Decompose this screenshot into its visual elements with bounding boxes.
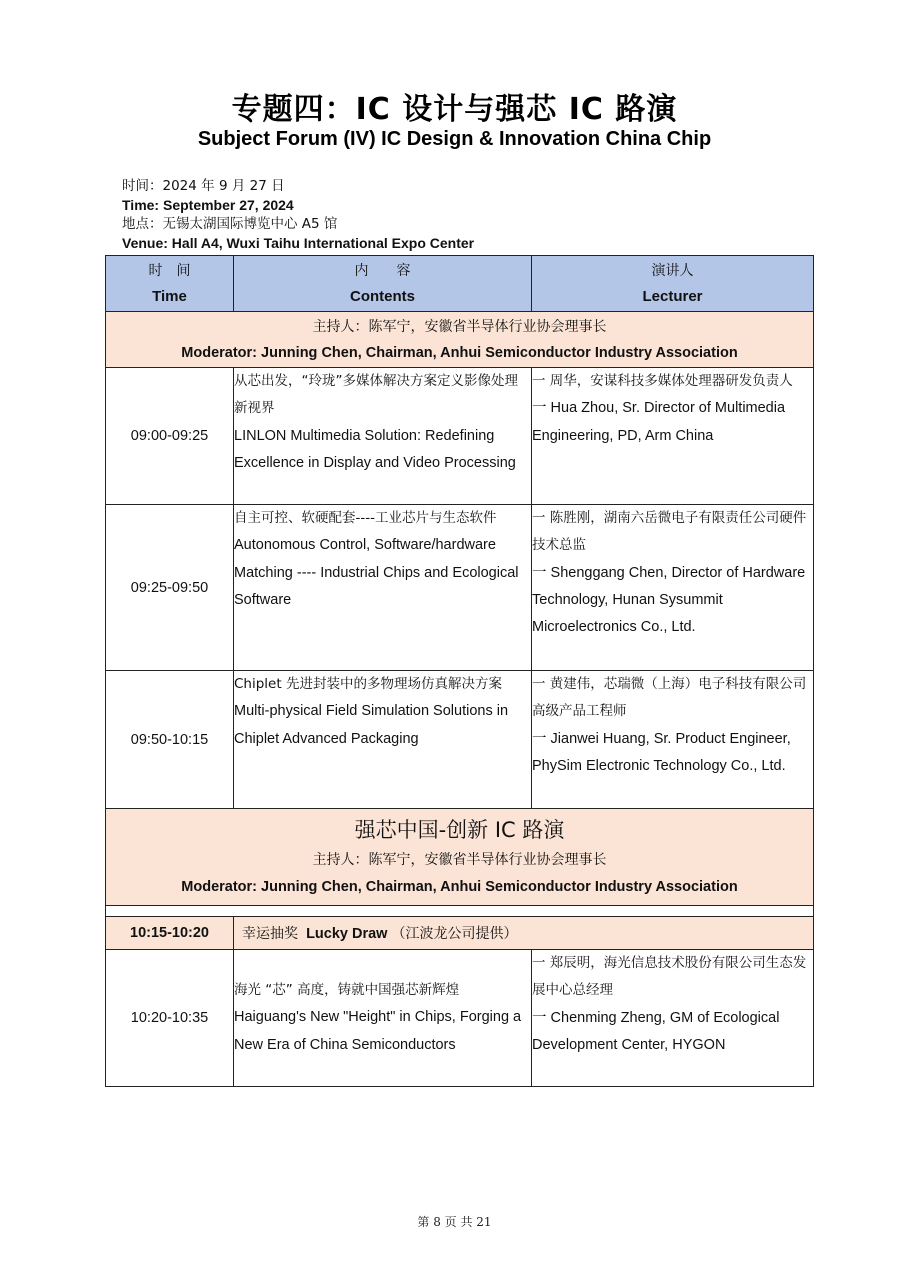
spacer-row [106,906,814,917]
header-contents-en: Contents [350,287,415,305]
header-time-cn: 时 间 [148,262,191,279]
moderator-row [106,312,814,368]
moderator-cn: 主持人：陈军宁，安徽省半导体行业协会理事长 [312,318,607,335]
schedule-table [105,255,814,1087]
section-moderator-en: Moderator: Junning Chen, Chairman, Anhui Semiconductor Industry Association [181,879,738,895]
header-lecturer-cn: 演讲人 [651,262,694,279]
session-content-cn: 自主可控、软硬配套----工业芯片与生态软件 [234,510,497,526]
page-footer: 第 8 页 共 21 [417,1215,492,1229]
table-row [106,368,814,505]
session-content-en: Autonomous Control, Software/hardware Matching ---- Industrial Chips and Ecological Software [234,537,519,608]
venue-cn: 地点：无锡太湖国际博览中心 A5 馆 [122,216,338,232]
session-content-cn: Chiplet 先进封装中的多物理场仿真解决方案 [234,676,502,692]
spacer-cell [106,906,814,917]
session-content [234,505,532,671]
header-contents-cn: 内 容 [354,262,411,279]
session-content-en: Haiguang's New "Height" in Chips, Forging a New Era of China Semiconductors [234,1009,522,1053]
session-time: 09:00-09:25 [106,368,234,505]
session-time: 10:20-10:35 [106,950,234,1087]
session-content-en: Multi-physical Field Simulation Solutions in Chiplet Advanced Packaging [234,703,509,747]
lucky-draw-cn: 幸运抽奖 [242,926,298,942]
page-title-en: Subject Forum (IV) IC Design & Innovation China Chip [197,128,712,150]
session-lecturer-en: 一 Hua Zhou, Sr. Director of Multimedia Engineering, PD, Arm China [532,400,786,444]
session-lecturer-cn: 一 周华，安谋科技多媒体处理器研发负责人 [532,373,793,389]
event-meta [122,177,474,253]
table-row [106,505,814,671]
section-header-row [106,809,814,906]
lucky-draw-time: 10:15-10:20 [106,917,234,950]
header-time-en: Time [152,287,187,305]
table-row [106,950,814,1087]
section-moderator-cn: 主持人：陈军宁，安徽省半导体行业协会理事长 [312,852,607,868]
session-lecturer-en: 一 Shenggang Chen, Director of Hardware Technology, Hunan Sysummit Microelectronics Co., Ltd. [532,564,806,636]
session-content-cn: 从芯出发，“玲珑”多媒体解决方案定义影像处理新视界 [234,373,518,417]
session-content [234,671,532,809]
time-en: Time: September 27, 2024 [122,197,294,213]
header-contents [234,256,532,312]
lucky-draw-en: Lucky Draw [306,926,388,942]
session-lecturer-cn: 一 黄建伟，芯瑞微（上海）电子科技有限公司高级产品工程师 [532,676,807,720]
section-title: 强芯中国-创新 IC 路演 [354,818,565,842]
session-lecturer [532,671,814,809]
header-time [106,256,234,312]
session-time: 09:50-10:15 [106,671,234,809]
session-content [234,368,532,505]
session-lecturer [532,368,814,505]
session-lecturer [532,950,814,1087]
session-lecturer-en: 一 Jianwei Huang, Sr. Product Engineer, PhySim Electronic Technology Co., Ltd. [532,730,791,774]
header-lecturer [532,256,814,312]
session-lecturer-en: 一 Chenming Zheng, GM of Ecological Development Center, HYGON [532,1009,780,1053]
lucky-draw-row [106,917,814,950]
session-content-cn: 海光 “芯” 高度，铸就中国强芯新辉煌 [234,982,460,999]
time-cn: 时间：2024 年 9 月 27 日 [122,178,285,194]
session-lecturer [532,505,814,671]
page-title-cn: 专题四：IC 设计与强芯 IC 路演 [231,92,678,127]
session-content-en: LINLON Multimedia Solution: Redefining Excellence in Display and Video Processing [234,427,516,471]
section-header-cell [106,809,814,906]
header-lecturer-en: Lecturer [642,287,703,305]
lucky-draw-text [234,917,814,950]
moderator-en: Moderator: Junning Chen, Chairman, Anhui Semiconductor Industry Association [181,344,738,361]
session-time: 09:25-09:50 [106,505,234,671]
moderator-cell [106,312,814,368]
table-row [106,671,814,809]
lucky-draw-sponsor: （江波龙公司提供） [391,926,518,942]
table-header-row [106,256,814,312]
session-lecturer-cn: 一 陈胜刚，湖南六岳微电子有限责任公司硬件技术总监 [532,510,807,554]
session-lecturer-cn: 一 郑辰明，海光信息技术股份有限公司生态发展中心总经理 [532,955,807,999]
session-content [234,950,532,1087]
venue-en: Venue: Hall A4, Wuxi Taihu International Expo Center [122,235,475,251]
